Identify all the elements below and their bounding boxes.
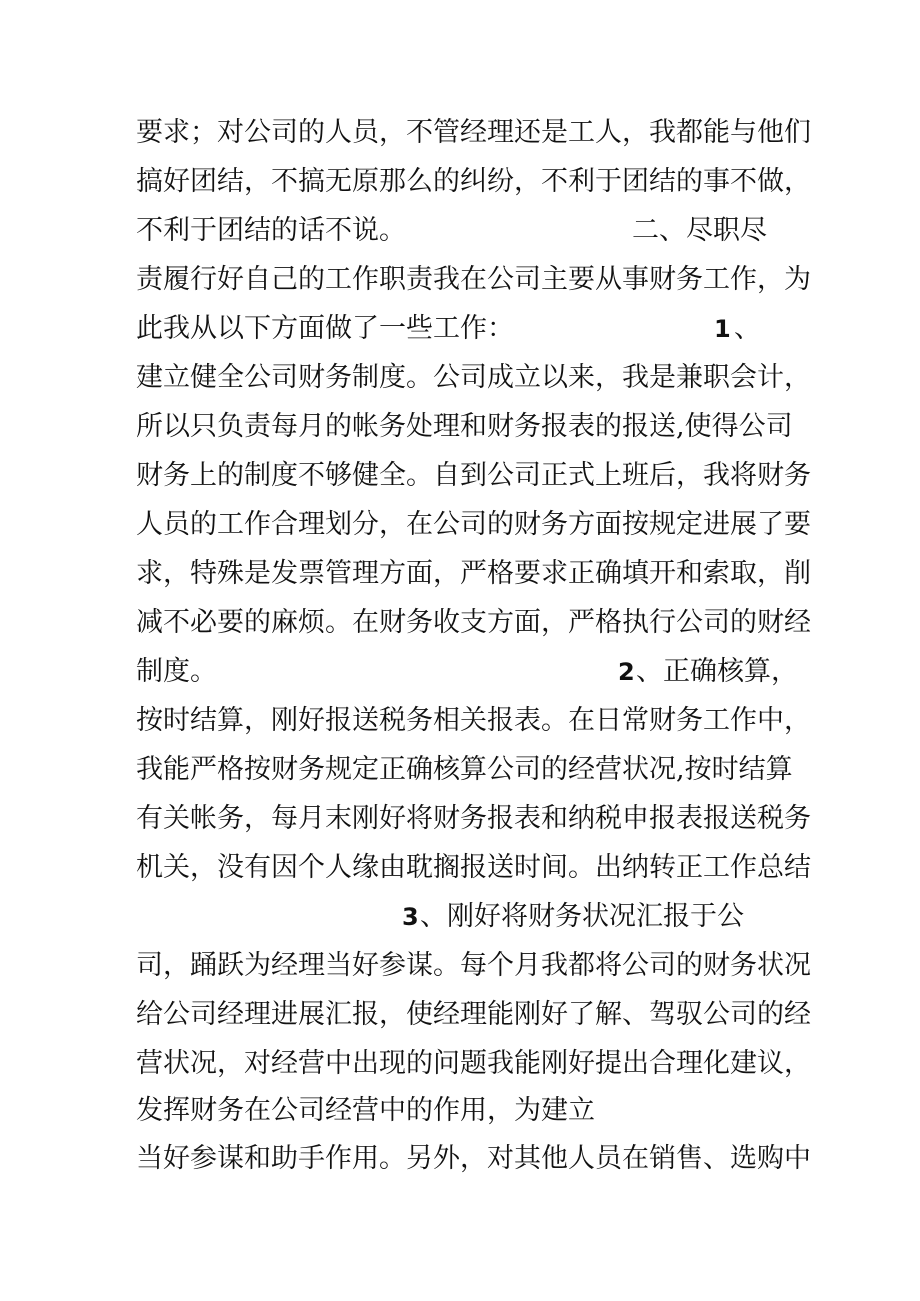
text-run: 所以只负责每月的帐务处理和财务报表的报送,使得公司 bbox=[136, 411, 793, 442]
text-run: 求，特殊是发票管理方面，严格要求正确填开和索取，削 bbox=[136, 558, 811, 589]
text-run: 按时结算，刚好报送税务相关报表。在日常财务工作中， bbox=[136, 705, 811, 736]
text-run: 要求；对公司的人员，不管经理还是工人，我都能与他们 bbox=[136, 117, 811, 148]
text-line bbox=[136, 256, 811, 304]
text-run: 制度。 bbox=[136, 656, 217, 687]
text-line bbox=[136, 844, 811, 892]
text-run: 营状况，对经营中出现的问题我能刚好提出合理化建议， bbox=[136, 1048, 811, 1079]
text-run: 财务上的制度不够健全。自到公司正式上班后，我将财务 bbox=[136, 460, 811, 491]
list-number: 2 bbox=[618, 658, 635, 686]
section-heading: 二、尽职尽 bbox=[632, 215, 767, 246]
text-line bbox=[136, 1135, 811, 1183]
list-item-heading: 、正确核算， bbox=[636, 656, 798, 687]
text-line bbox=[136, 158, 811, 206]
text-line bbox=[136, 942, 811, 990]
text-run: 减不必要的麻烦。在财务收支方面，严格执行公司的财经 bbox=[136, 607, 811, 638]
text-line bbox=[136, 795, 811, 843]
text-line bbox=[136, 109, 811, 157]
text-run: 责履行好自己的工作职责我在公司主要从事财务工作，为 bbox=[136, 264, 811, 295]
text-run: 搞好团结，不搞无原那么的纠纷，不利于团结的事不做， bbox=[136, 166, 811, 197]
text-run: 建立健全公司财务制度。公司成立以来，我是兼职会计， bbox=[136, 362, 811, 393]
text-run: 发挥财务在公司经营中的作用，为建立 bbox=[136, 1095, 595, 1126]
text-line bbox=[136, 697, 811, 745]
text-line bbox=[136, 452, 811, 500]
text-run: 不利于团结的话不说。 bbox=[136, 215, 406, 246]
text-run: 当好参谋和助手作用。另外，对其他人员在销售、选购中 bbox=[136, 1143, 811, 1174]
text-line bbox=[136, 1040, 811, 1088]
text-run: 此我从以下方面做了一些工作： bbox=[136, 313, 514, 344]
text-run: 有关帐务，每月末刚好将财务报表和纳税申报表报送税务 bbox=[136, 803, 811, 834]
text-line bbox=[136, 1087, 796, 1135]
text-run: 机关，没有因个人缘由耽搁报送时间。出纳转正工作总结 bbox=[136, 852, 811, 883]
text-line bbox=[136, 648, 796, 696]
text-line bbox=[136, 893, 796, 941]
text-line bbox=[136, 746, 796, 794]
text-line bbox=[136, 305, 796, 353]
list-number: 3 bbox=[402, 903, 419, 931]
text-line bbox=[136, 550, 811, 598]
text-line bbox=[136, 991, 811, 1039]
text-line bbox=[136, 501, 811, 549]
list-item-heading: 、刚好将财务状况汇报于公 bbox=[420, 901, 744, 932]
text-run: 我能严格按财务规定正确核算公司的经营状况,按时结算 bbox=[136, 754, 793, 785]
text-run: 司，踊跃为经理当好参谋。每个月我都将公司的财务状况 bbox=[136, 950, 811, 981]
list-number: 1 bbox=[714, 315, 731, 343]
text-run: 人员的工作合理划分，在公司的财务方面按规定进展了要 bbox=[136, 509, 811, 540]
text-line bbox=[136, 354, 811, 402]
text-line bbox=[136, 403, 796, 451]
list-separator: 、 bbox=[734, 313, 761, 344]
text-run: 给公司经理进展汇报，使经理能刚好了解、驾驭公司的经 bbox=[136, 999, 811, 1030]
text-line bbox=[136, 599, 811, 647]
text-line bbox=[136, 207, 796, 255]
